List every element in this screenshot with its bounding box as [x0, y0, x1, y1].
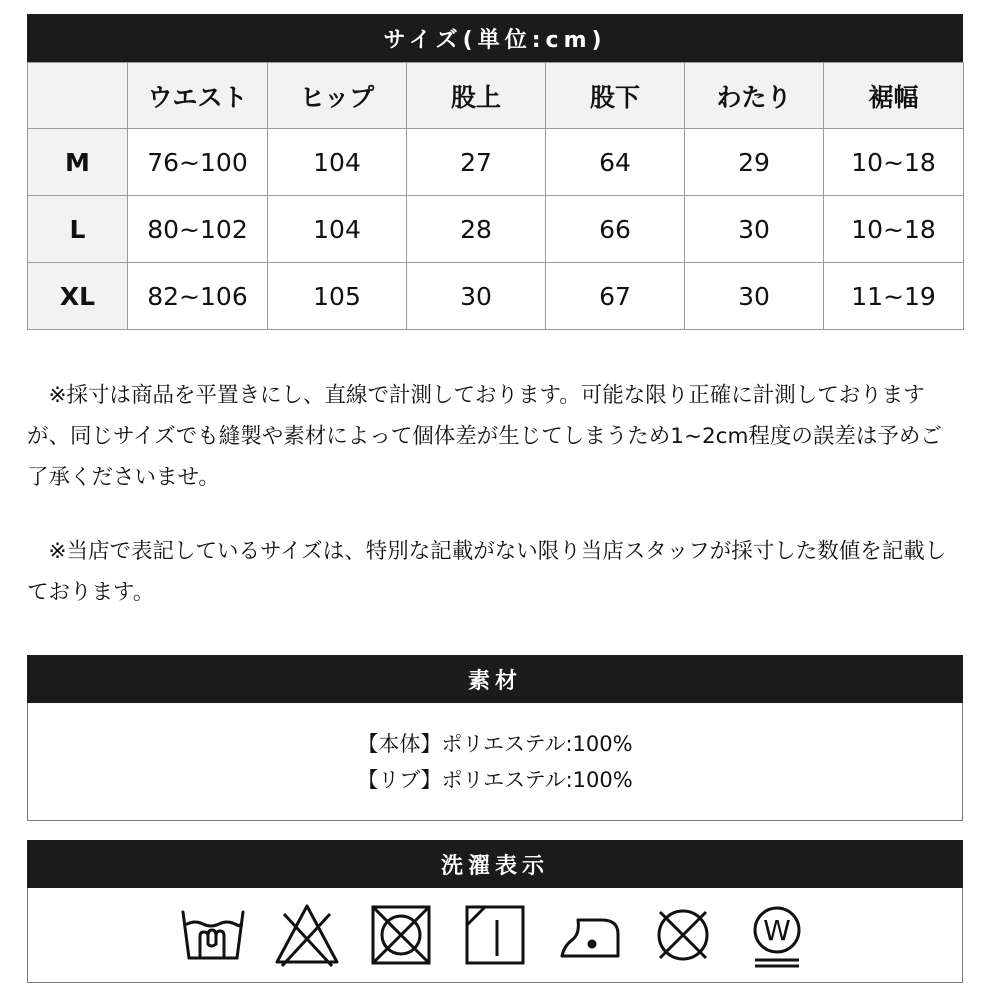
table-cell: 82~106 — [128, 263, 268, 330]
hand-wash-icon — [178, 900, 248, 970]
material-line-rib: 【リブ】ポリエステル:100% — [357, 767, 633, 792]
care-title-bar — [27, 840, 963, 888]
note-paragraph-2: ※当店で表記しているサイズは、特別な記載がない限り当店スタッフが採寸した数値を記載しております。 — [27, 539, 947, 605]
col-header-hem-width: 裾幅 — [824, 63, 964, 129]
table-cell: 27 — [407, 129, 546, 196]
col-header-rise: 股上 — [407, 63, 546, 129]
size-source-note — [27, 531, 963, 613]
table-cell: 10~18 — [824, 129, 964, 196]
table-cell: 30 — [407, 263, 546, 330]
size-table-header-row — [28, 63, 964, 129]
corner-cell — [28, 63, 128, 129]
line-dry-shade-icon — [460, 900, 530, 970]
size-table-title: サイズ(単位:cm) — [383, 27, 607, 53]
table-row — [28, 129, 964, 196]
size-table — [27, 62, 964, 330]
table-row — [28, 263, 964, 330]
table-cell: 104 — [268, 196, 407, 263]
table-cell: 11~19 — [824, 263, 964, 330]
care-box — [27, 888, 963, 983]
size-table-title-bar — [27, 14, 963, 62]
note-paragraph-1: ※採寸は商品を平置きにし、直線で計測しております。可能な限り正確に計測しておりますが、同じサイズでも縫製や素材によって個体差が生じてしまうため1~2cm程度の誤差は予めご了承くださいませ。 — [27, 383, 942, 490]
table-cell: 67 — [546, 263, 685, 330]
table-cell: 76~100 — [128, 129, 268, 196]
table-cell: 104 — [268, 129, 407, 196]
col-header-thigh: わたり — [685, 63, 824, 129]
table-cell: 10~18 — [824, 196, 964, 263]
iron-low-icon — [554, 900, 624, 970]
size-label: XL — [28, 263, 128, 330]
col-header-hip: ヒップ — [268, 63, 407, 129]
table-cell: 28 — [407, 196, 546, 263]
material-title-bar — [27, 655, 963, 703]
col-header-waist: ウエスト — [128, 63, 268, 129]
no-dry-clean-icon — [648, 900, 718, 970]
col-header-inseam: 股下 — [546, 63, 685, 129]
table-cell: 29 — [685, 129, 824, 196]
table-cell: 30 — [685, 196, 824, 263]
material-line-body: 【本体】ポリエステル:100% — [357, 731, 633, 756]
material-box — [27, 703, 963, 821]
size-label: L — [28, 196, 128, 263]
size-label: M — [28, 129, 128, 196]
table-cell: 80~102 — [128, 196, 268, 263]
table-cell: 30 — [685, 263, 824, 330]
table-cell: 64 — [546, 129, 685, 196]
table-cell: 66 — [546, 196, 685, 263]
wet-clean-icon — [742, 900, 812, 970]
no-bleach-icon — [272, 900, 342, 970]
measurement-note — [27, 375, 963, 498]
no-tumble-dry-icon — [366, 900, 436, 970]
table-row — [28, 196, 964, 263]
care-title: 洗濯表示 — [440, 853, 549, 879]
material-title: 素材 — [467, 668, 522, 694]
table-cell: 105 — [268, 263, 407, 330]
wet-clean-label: W — [763, 914, 791, 947]
